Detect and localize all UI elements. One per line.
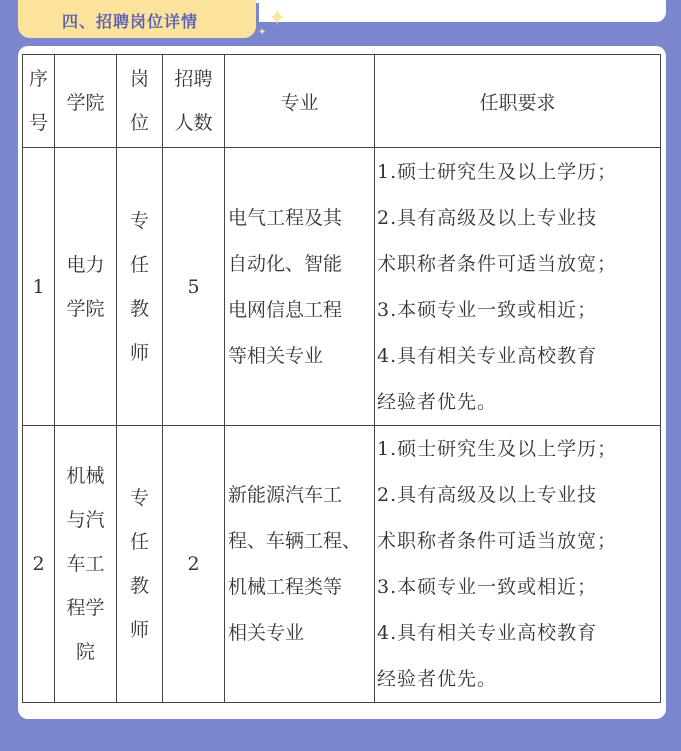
row-seq: 2 [23,426,55,703]
table-row [23,426,661,703]
row-post: 专 任 教 师 [117,148,163,426]
recruitment-table [22,54,661,703]
row-major: 新能源汽车工 程、车辆工程、 机械工程类等 相关专业 [225,426,375,703]
header-post: 岗 位 [117,55,163,148]
row-college: 机械 与汽 车工 程学 院 [55,426,117,703]
section-banner [18,0,256,38]
row-major: 电气工程及其 自动化、智能 电网信息工程 等相关专业 [225,148,375,426]
row-post: 专 任 教 师 [117,426,163,703]
header-major: 专业 [225,55,375,148]
sparkle-icon: ✦ [268,6,287,31]
header-college: 学院 [55,55,117,148]
row-requirements: 1.硕士研究生及以上学历； 2.具有高级及以上专业技 术职称者条件可适当放宽； 3.本硕专业一致或相近； 4.具有相关专业高校教育 经验者优先。 [375,148,661,426]
row-requirements: 1.硕士研究生及以上学历； 2.具有高级及以上专业技 术职称者条件可适当放宽； 3.本硕专业一致或相近； 4.具有相关专业高校教育 经验者优先。 [375,426,661,703]
sparkle-small-icon: ✦ [258,27,267,38]
header-seq: 序 号 [23,55,55,148]
row-count: 2 [163,426,225,703]
row-seq: 1 [23,148,55,426]
row-count: 5 [163,148,225,426]
row-college: 电力 学院 [55,148,117,426]
section-title: 四、招聘岗位详情 [62,12,199,31]
header-requirements: 任职要求 [375,55,661,148]
table-row [23,148,661,426]
table-header-row [23,55,661,148]
header-count: 招聘 人数 [163,55,225,148]
